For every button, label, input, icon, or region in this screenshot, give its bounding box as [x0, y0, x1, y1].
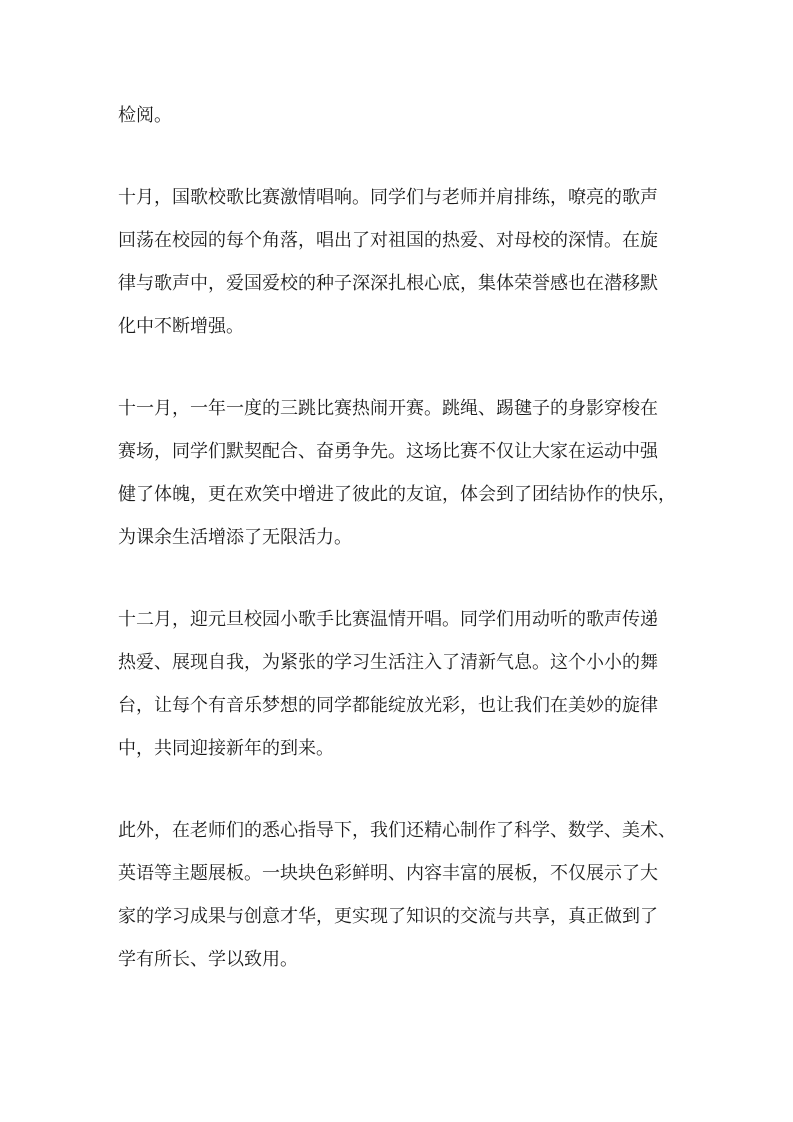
text-line: 为课余生活增添了无限活力。: [118, 527, 352, 548]
text-line: 中，共同迎接新年的到来。: [118, 738, 334, 759]
text-line: 健了体魄，更在欢笑中增进了彼此的友谊，体会到了团结协作的快乐，: [118, 484, 676, 505]
text-line: 赛场，同学们默契配合、奋勇争先。这场比赛不仅让大家在运动中强: [118, 441, 658, 462]
text-line: 十月，国歌校歌比赛激情唱响。同学们与老师并肩排练，嘹亮的歌声: [118, 187, 658, 208]
text-line: 检阅。: [118, 105, 172, 126]
text-line: 化中不断增强。: [118, 316, 244, 337]
text-line: 热爱、展现自我，为紧张的学习生活注入了清新气息。这个小小的舞: [118, 652, 658, 673]
text-line: 台，让每个有音乐梦想的同学都能绽放光彩，也让我们在美妙的旋律: [118, 695, 658, 716]
text-line: 学有所长、学以致用。: [118, 949, 298, 970]
text-line: 回荡在校园的每个角落，唱出了对祖国的热爱、对母校的深情。在旋: [118, 230, 658, 251]
text-line: 十一月，一年一度的三跳比赛热闹开赛。跳绳、踢毽子的身影穿梭在: [118, 398, 658, 419]
text-line: 英语等主题展板。一块块色彩鲜明、内容丰富的展板，不仅展示了大: [118, 863, 658, 884]
text-line: 律与歌声中，爱国爱校的种子深深扎根心底，集体荣誉感也在潜移默: [118, 273, 658, 294]
text-line: 家的学习成果与创意才华，更实现了知识的交流与共享，真正做到了: [118, 906, 658, 927]
text-line: 十二月，迎元旦校园小歌手比赛温情开唱。同学们用动听的歌声传递: [118, 609, 658, 630]
text-line: 此外，在老师们的悉心指导下，我们还精心制作了科学、数学、美术、: [118, 820, 676, 841]
